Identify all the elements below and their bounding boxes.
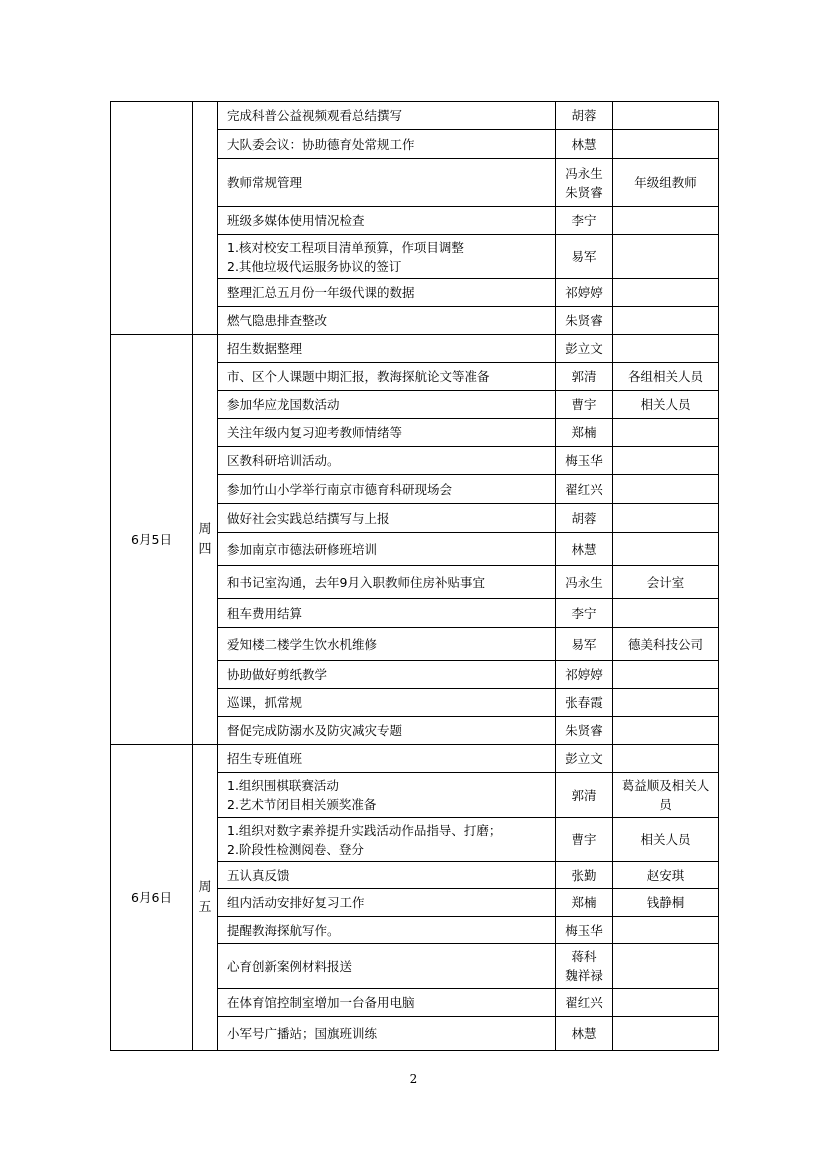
person-cell bbox=[556, 235, 613, 279]
partner-cell bbox=[613, 130, 719, 159]
text-line: 冯永生 bbox=[565, 574, 603, 590]
text-line: 张勤 bbox=[571, 867, 597, 883]
task-cell bbox=[218, 279, 556, 307]
task-cell bbox=[218, 363, 556, 391]
text-line: 爱知楼二楼学生饮水机维修 bbox=[227, 636, 378, 652]
text-line: 彭立文 bbox=[565, 751, 603, 766]
partner-cell bbox=[613, 307, 719, 335]
task-cell bbox=[218, 235, 556, 279]
text-line: 参加南京市德法研修班培训 bbox=[227, 541, 378, 557]
person-cell bbox=[556, 989, 613, 1017]
text-line: 大队委会议：协助德育处常规工作 bbox=[227, 136, 415, 152]
text-line: 四 bbox=[198, 541, 212, 557]
text-line: 彭立文 bbox=[565, 341, 603, 356]
date-cell: 6月6日 bbox=[111, 745, 193, 1051]
task-cell bbox=[218, 159, 556, 207]
task-cell bbox=[218, 102, 556, 130]
text-line: 在体育馆控制室增加一台备用电脑 bbox=[227, 995, 415, 1010]
person-cell bbox=[556, 504, 613, 533]
person-cell bbox=[556, 773, 613, 818]
task-cell bbox=[218, 862, 556, 889]
person-cell bbox=[556, 862, 613, 889]
text-line: 朱贤睿 bbox=[565, 723, 603, 738]
partner-cell bbox=[613, 335, 719, 363]
text-line: 和书记室沟通，去年9月入职教师住房补贴事宜 bbox=[227, 574, 485, 590]
text-line: 林慧 bbox=[571, 541, 597, 557]
text-line: 赵安琪 bbox=[646, 867, 685, 883]
text-line: 朱贤睿 bbox=[565, 313, 603, 328]
task-cell bbox=[218, 307, 556, 335]
date-cell bbox=[111, 102, 193, 335]
weekday-cell bbox=[193, 102, 218, 335]
task-cell bbox=[218, 475, 556, 504]
text-line: 提醒教海探航写作。 bbox=[227, 922, 340, 938]
text-line: 参加华应龙国数活动 bbox=[227, 397, 340, 412]
person-cell bbox=[556, 917, 613, 944]
table-row bbox=[111, 335, 719, 363]
person-cell bbox=[556, 689, 613, 717]
person-cell bbox=[556, 628, 613, 661]
task-cell bbox=[218, 447, 556, 475]
text-line: 做好社会实践总结撰写与上报 bbox=[227, 510, 390, 526]
person-cell bbox=[556, 363, 613, 391]
partner-cell bbox=[613, 279, 719, 307]
task-cell bbox=[218, 566, 556, 599]
person-cell bbox=[556, 944, 613, 989]
partner-cell bbox=[613, 661, 719, 689]
person-cell bbox=[556, 661, 613, 689]
text-line: 1.核对校安工程项目清单预算，作项目调整 bbox=[227, 239, 464, 255]
person-cell bbox=[556, 447, 613, 475]
schedule-body bbox=[111, 102, 719, 1051]
partner-cell bbox=[613, 159, 719, 207]
task-cell bbox=[218, 773, 556, 818]
person-cell bbox=[556, 307, 613, 335]
partner-cell bbox=[613, 717, 719, 745]
task-cell bbox=[218, 335, 556, 363]
table-row bbox=[111, 102, 719, 130]
person-cell bbox=[556, 889, 613, 917]
partner-cell bbox=[613, 391, 719, 419]
task-cell bbox=[218, 889, 556, 917]
person-cell bbox=[556, 717, 613, 745]
task-cell bbox=[218, 391, 556, 419]
partner-cell bbox=[613, 504, 719, 533]
partner-cell bbox=[613, 862, 719, 889]
text-line: 翟红兴 bbox=[565, 481, 603, 497]
partner-cell bbox=[613, 917, 719, 944]
text-line: 会计室 bbox=[646, 574, 685, 590]
text-line: 张春霞 bbox=[565, 695, 603, 710]
task-cell bbox=[218, 1017, 556, 1051]
task-cell bbox=[218, 745, 556, 773]
person-cell bbox=[556, 207, 613, 235]
text-line: 整理汇总五月份一年级代课的数据 bbox=[227, 285, 415, 300]
text-line: 郑楠 bbox=[571, 425, 597, 440]
partner-cell bbox=[613, 235, 719, 279]
task-cell bbox=[218, 533, 556, 566]
text-line: 冯永生 bbox=[565, 165, 603, 181]
task-cell bbox=[218, 689, 556, 717]
page-number: 2 bbox=[409, 1072, 418, 1086]
task-cell bbox=[218, 989, 556, 1017]
text-line: 参加竹山小学举行南京市德育科研现场会 bbox=[227, 481, 453, 497]
text-line: 市、区个人课题中期汇报，教海探航论文等准备 bbox=[227, 369, 490, 384]
person-cell bbox=[556, 599, 613, 628]
partner-cell bbox=[613, 745, 719, 773]
text-line: 德美科技公司 bbox=[627, 636, 703, 652]
text-line: 完成科普公益视频观看总结撰写 bbox=[227, 108, 403, 123]
partner-cell bbox=[613, 818, 719, 862]
partner-cell bbox=[613, 207, 719, 235]
task-cell bbox=[218, 207, 556, 235]
partner-cell bbox=[613, 447, 719, 475]
text-line: 郭清 bbox=[571, 787, 597, 803]
text-line: 关注年级内复习迎考教师情绪等 bbox=[227, 425, 403, 440]
task-cell bbox=[218, 419, 556, 447]
date-cell: 6月5日 bbox=[111, 335, 193, 745]
text-line: 各组相关人员 bbox=[627, 369, 703, 384]
task-cell bbox=[218, 130, 556, 159]
text-line: 五认真反馈 bbox=[227, 867, 290, 883]
partner-cell bbox=[613, 989, 719, 1017]
text-line: 梅玉华 bbox=[565, 453, 603, 468]
text-line: 翟红兴 bbox=[565, 995, 603, 1010]
text-line: 易军 bbox=[571, 249, 597, 264]
task-cell bbox=[218, 628, 556, 661]
person-cell bbox=[556, 818, 613, 862]
task-cell bbox=[218, 944, 556, 989]
person-cell bbox=[556, 391, 613, 419]
partner-cell bbox=[613, 102, 719, 130]
person-cell bbox=[556, 102, 613, 130]
partner-cell bbox=[613, 533, 719, 566]
text-line: 招生数据整理 bbox=[227, 341, 303, 356]
text-line: 曹宇 bbox=[571, 397, 597, 412]
text-line: 李宁 bbox=[571, 605, 597, 621]
person-cell bbox=[556, 566, 613, 599]
person-cell bbox=[556, 745, 613, 773]
task-cell bbox=[218, 717, 556, 745]
text-line: 1.组织围棋联赛活动 bbox=[227, 778, 339, 793]
partner-cell bbox=[613, 889, 719, 917]
text-line: 五 bbox=[198, 899, 212, 915]
partner-cell bbox=[613, 599, 719, 628]
text-line: 燃气隐患排查整改 bbox=[227, 313, 328, 328]
text-line: 2.艺术节闭目相关颁奖准备 bbox=[227, 797, 377, 812]
text-line: 相关人员 bbox=[640, 832, 691, 847]
weekday-cell bbox=[193, 745, 218, 1051]
partner-cell bbox=[613, 689, 719, 717]
person-cell bbox=[556, 279, 613, 307]
person-cell bbox=[556, 533, 613, 566]
text-line: 小军号广播站；国旗班训练 bbox=[227, 1026, 378, 1041]
person-cell bbox=[556, 159, 613, 207]
text-line: 郭清 bbox=[571, 369, 597, 384]
person-cell bbox=[556, 1017, 613, 1051]
task-cell bbox=[218, 504, 556, 533]
task-cell bbox=[218, 661, 556, 689]
text-line: 巡课，抓常规 bbox=[227, 695, 303, 710]
text-line: 李宁 bbox=[571, 213, 597, 228]
person-cell bbox=[556, 475, 613, 504]
text-line: 相关人员 bbox=[640, 397, 691, 412]
text-line: 2.阶段性检测阅卷、登分 bbox=[227, 841, 364, 857]
text-line: 胡蓉 bbox=[571, 510, 597, 526]
partner-cell bbox=[613, 944, 719, 989]
text-line: 祁婷婷 bbox=[565, 667, 603, 682]
text-line: 林慧 bbox=[571, 136, 597, 152]
partner-cell bbox=[613, 628, 719, 661]
text-line: 胡蓉 bbox=[571, 108, 597, 123]
text-line: 年级组教师 bbox=[634, 175, 697, 190]
schedule-table bbox=[110, 101, 719, 1051]
text-line: 祁婷婷 bbox=[565, 285, 603, 300]
text-line: 区教科研培训活动。 bbox=[227, 453, 340, 468]
partner-cell bbox=[613, 475, 719, 504]
text-line: 招生专班值班 bbox=[227, 751, 303, 766]
person-cell bbox=[556, 419, 613, 447]
task-cell bbox=[218, 917, 556, 944]
text-line: 教师常规管理 bbox=[227, 175, 303, 190]
person-cell bbox=[556, 335, 613, 363]
task-cell bbox=[218, 599, 556, 628]
partner-cell bbox=[613, 1017, 719, 1051]
table-row bbox=[111, 745, 719, 773]
text-line: 蒋科 bbox=[571, 949, 597, 964]
weekday-cell bbox=[193, 335, 218, 745]
text-line: 协助做好剪纸教学 bbox=[227, 667, 328, 682]
text-line: 1.组织对数字素养提升实践活动作品指导、打磨； bbox=[227, 822, 502, 838]
text-line: 心育创新案例材料报送 bbox=[227, 958, 353, 974]
text-line: 周 bbox=[198, 521, 212, 537]
person-cell bbox=[556, 130, 613, 159]
text-line: 组内活动安排好复习工作 bbox=[227, 895, 365, 910]
partner-cell bbox=[613, 773, 719, 818]
text-line: 曹宇 bbox=[571, 832, 597, 847]
text-line: 朱贤睿 bbox=[565, 184, 603, 200]
text-line: 督促完成防溺水及防灾减灾专题 bbox=[227, 723, 403, 738]
text-line: 梅玉华 bbox=[565, 922, 603, 938]
text-line: 班级多媒体使用情况检查 bbox=[227, 213, 365, 228]
text-line: 葛益顺及相关人 bbox=[621, 778, 710, 793]
partner-cell bbox=[613, 419, 719, 447]
text-line: 租车费用结算 bbox=[227, 605, 303, 621]
text-line: 周 bbox=[198, 879, 212, 895]
text-line: 郑楠 bbox=[571, 895, 597, 910]
text-line: 员 bbox=[659, 797, 672, 812]
text-line: 2.其他垃圾代运服务协议的签订 bbox=[227, 258, 402, 274]
text-line: 魏祥禄 bbox=[565, 968, 603, 983]
text-line: 钱静桐 bbox=[646, 895, 685, 910]
partner-cell bbox=[613, 566, 719, 599]
partner-cell bbox=[613, 363, 719, 391]
text-line: 易军 bbox=[571, 636, 597, 652]
task-cell bbox=[218, 818, 556, 862]
text-line: 林慧 bbox=[571, 1026, 597, 1041]
